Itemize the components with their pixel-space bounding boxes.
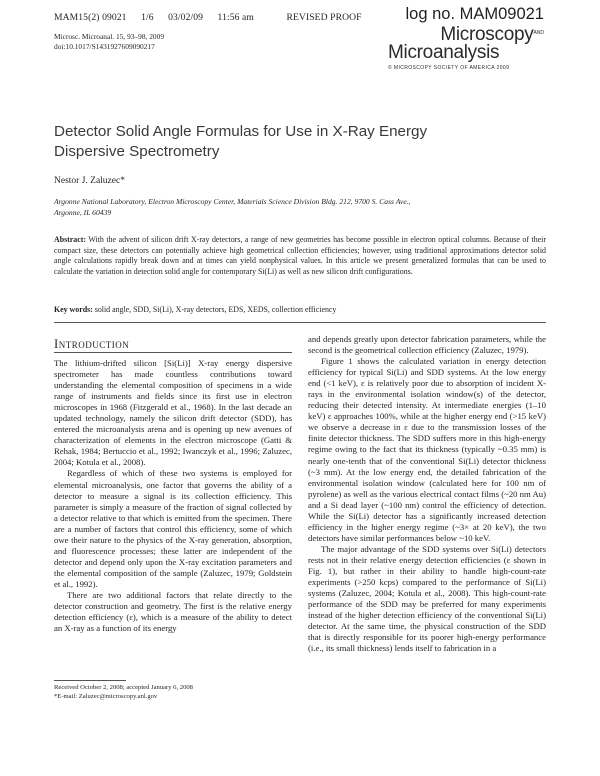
header-time: 11:56 am [217, 12, 254, 23]
keywords-text: solid angle, SDD, Si(Li), X-ray detectors, EDS, XEDS, collection efficiency [94, 305, 337, 314]
citation-block [54, 32, 164, 51]
abstract-text: With the advent of silicon drift X-ray detectors, a range of new geometries has become possible in electron optical columns. Because of their compact size, these detectors can potentially achieve high geometrical collection efficiencies; however, using traditional approximations detector solid angle calculations rapidly break down and at times can yield nonphysical values. In this article we present generalized formulas that can be used to calculate the variation in detection solid angle for contemporary Si(Li) as well as new silicon drift configurations. [54, 235, 546, 277]
paragraph: The major advantage of the SDD systems over Si(Li) detectors rests not in their relative energy detection efficiencies (ε shown in Fig. 1), but rather in their ability to handle high-count-rate experiments (>250 kcps) compared to the performance of Si(Li) systems (Zaluzec, 2004; Kotula et al., 2008). This high-count-rate performance of the SDD may be preferred for many experiments instead of the higher detection efficiency of the conventional Si(Li) detector. At the same time, the physical construction of the SDD that is directly responsible for its poorer high-energy performance (i.e., its small thickness) lends itself to fabrication in a [308, 543, 546, 654]
author-name: Nestor J. Zaluzec* [54, 176, 125, 186]
page-count: 1/6 [141, 12, 154, 23]
paragraph: Regardless of which of these two systems is employed for elemental microanalysis, one factor that governs the ability of a detector to measure a signal is its collection efficiency. This parameter is simply a measure of the fraction of signal collected by a detector relative to that which is emitted from the specimen. There are a number of factors that control this efficiency, some of which owe their nature to the physics of the X-ray generation, absorption, and fluorescence processes; these latter are independent of the detector and depend only upon the X-ray excitation parameters and the elemental composition of the sample (Zaluzec, 1979; Goldstein et al., 1992). [54, 468, 292, 589]
abstract [54, 235, 546, 278]
received-dates: Received October 2, 2008; accepted January 6, 2008 [54, 684, 193, 691]
section-divider [54, 322, 546, 323]
section-heading: Introduction [54, 337, 130, 351]
paragraph: Figure 1 shows the calculated variation in energy detection efficiency for typical Si(Li) and SDD systems. At the low energy end (<1 keV), ε is relatively poor due to absorption of incident X-rays in the environmental isolation window(s) of the detector, reducing their detected intensity. At intermediate energies (1–10 keV) ε approaches 100%, while at the higher energy end (>15 keV) we observe a decrease in ε due to the transmission losses of the finite detector thickness. The SDD suffers more in this high-energy regime owing to the fact that its thickness (typically ~0.35 mm) is nearly one-tenth that of the conventional Si(Li) detector thickness (~3 mm). At the low energy end, the detailed fabrication of the environmental isolation window (calculated here for 100 nm of pyrolene) as well as the various electrical contact films (~20 nm Au) and a Si dead layer (~100 nm) control the efficiency of detection. While the Si(Li) detector has a significantly increased detection efficiency in the higher energy regime (~3× at 20 keV), the two detectors have similar performances below ~10 keV. [308, 356, 546, 543]
footnote [54, 684, 193, 702]
proof-label: REVISED PROOF [286, 12, 362, 23]
header-date: 03/02/09 [168, 12, 204, 23]
manuscript-id: MAM15(2) 09021 [54, 12, 127, 23]
author-email: *E-mail: Zaluzec@microscopy.anl.gov [54, 692, 158, 700]
log-number: log no. MAM09021 [405, 5, 544, 23]
paragraph: There are two additional factors that relate directly to the detector construction and geometry. The first is the relative energy detection efficiency (ε), which is a measure of the ability to detect an X-ray as a function of its energy [54, 589, 292, 634]
keywords [54, 305, 546, 314]
doi: doi:10.1017/S1431927609090217 [54, 41, 155, 51]
logo-word-microanalysis: Microanalysis [388, 42, 500, 63]
affiliation: Argonne National Laboratory, Electron Microscopy Center, Materials Science Division Bldg. 212, 9700 S. Cass Ave., Argonne, IL 60439 [54, 197, 411, 217]
journal-citation: Microsc. Microanal. 15, 93–98, 2009 [54, 32, 165, 41]
running-header [54, 12, 374, 23]
footnote-rule [54, 680, 126, 681]
right-column [308, 334, 546, 654]
heading-underline [54, 352, 292, 353]
logo-word-and: AND [533, 30, 544, 36]
society-copyright: © MICROSCOPY SOCIETY OF AMERICA 2009 [388, 65, 510, 71]
journal-logo [384, 24, 544, 71]
paragraph: and depends greatly upon detector fabrication parameters, while the second is the geometrical collection efficiency (Zaluzec, 1979). [308, 334, 546, 356]
article-title: Detector Solid Angle Formulas for Use in X-Ray Energy Dispersive Spectrometry [54, 123, 428, 160]
logo-word-microscopy: Microscopy [440, 24, 534, 45]
left-column [54, 358, 292, 634]
keywords-label: Key words: [54, 305, 93, 314]
paragraph: The lithium-drifted silicon [Si(Li)] X-ray energy dispersive spectrometer has made countless contributions toward understanding the elemental composition of specimens in a wide range of instruments and fields since its first use in electron microscopes in 1968 (Fitzgerald et al., 1968). In the last decade an updated technology, namely the silicon drift detector (SDD), has entered the microanalysis arena and is opening up new avenues of characterization of elements in the electron microscope (Gatti & Rehak, 1984; Bertuccio et al., 1992; Iwanczyk et al., 1996; Zaluzec, 2004; Kotula et al., 2008). [54, 358, 292, 468]
abstract-label: Abstract: [54, 235, 86, 244]
